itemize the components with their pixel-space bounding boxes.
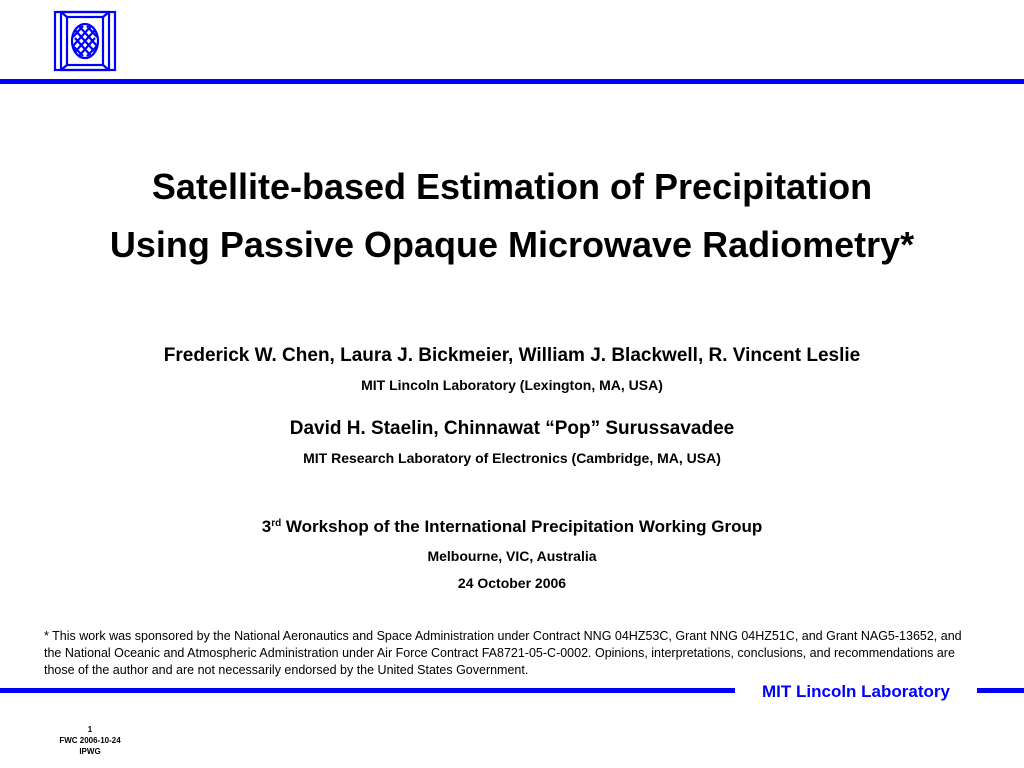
workshop-ordinal-suffix: rd — [271, 518, 282, 529]
author-names-lincoln: Frederick W. Chen, Laura J. Bickmeier, William J. Blackwell, R. Vincent Leslie — [163, 345, 861, 366]
workshop-ordinal-number: 3 — [261, 517, 272, 536]
slide-group: IPWG — [79, 747, 101, 756]
slide-number: 1 — [87, 725, 93, 734]
sponsorship-footnote: * This work was sponsored by the National Aeronautics and Space Administration under Contract NNG 04HZ53C, Grant NNG 04HZ51C, and Grant NAG5-13652, and the National Oceanic and Atmospheric Administration under Air Force Contract FA8721-05-C-0002. Opinions, interpretations, conclusions, and recommendations are those of the author and are not necessarily endorsed by the United States Government. — [44, 629, 962, 677]
workshop-title: Workshop of the International Precipitation Working Group — [281, 517, 763, 536]
header-rule — [0, 79, 1024, 84]
footer-rule-right — [977, 688, 1024, 693]
affiliation-lincoln: MIT Lincoln Laboratory (Lexington, MA, USA) — [361, 377, 663, 393]
mit-ll-logo-icon — [53, 10, 117, 72]
slide-info — [40, 724, 140, 757]
author-names-rle: David H. Staelin, Chinnawat “Pop” Surussavadee — [289, 418, 735, 439]
slide-doc-id: FWC 2006-10-24 — [59, 736, 121, 745]
workshop-date: 24 October 2006 — [457, 575, 567, 591]
workshop-location: Melbourne, VIC, Australia — [427, 548, 597, 564]
footer-org-name: MIT Lincoln Laboratory — [762, 682, 950, 701]
title-line-2: Using Passive Opaque Microwave Radiometry* — [109, 224, 915, 265]
workshop-name — [0, 516, 1024, 538]
title-line-1: Satellite-based Estimation of Precipitation — [151, 166, 873, 207]
footer-rule-left — [0, 688, 735, 693]
affiliation-rle: MIT Research Laboratory of Electronics (Cambridge, MA, USA) — [303, 450, 721, 466]
